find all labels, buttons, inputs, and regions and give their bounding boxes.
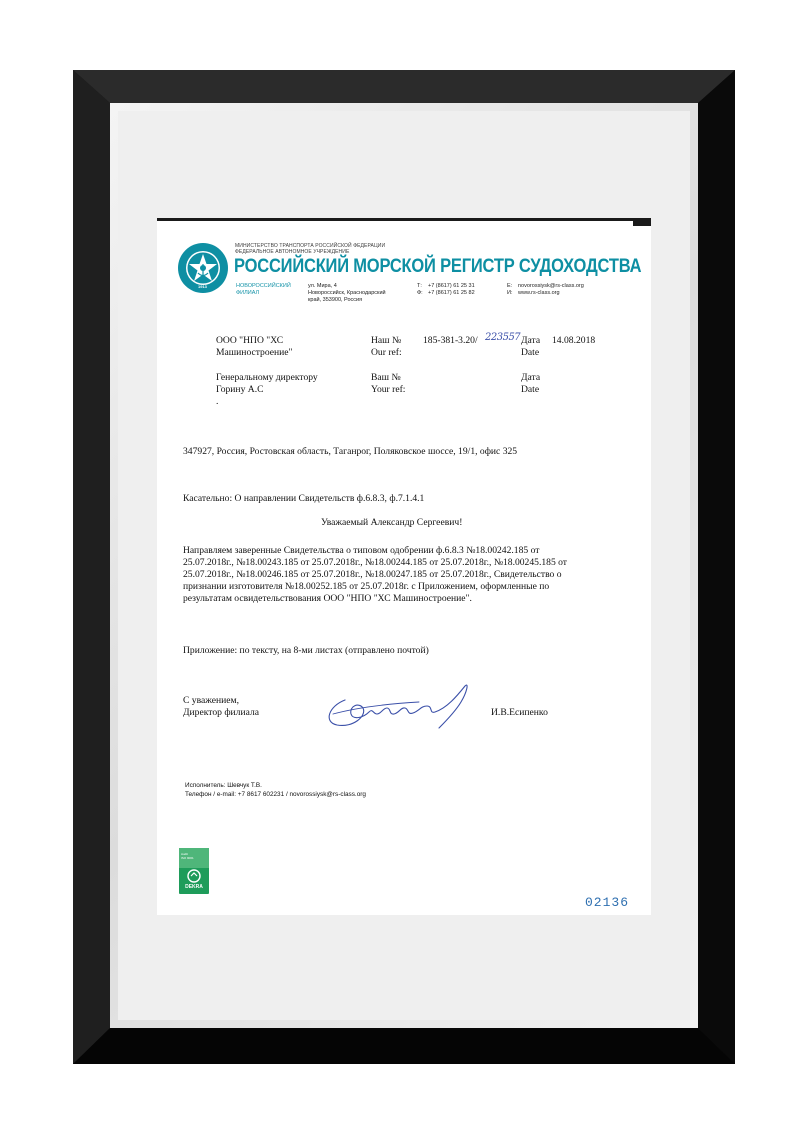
subject-line: Касательно: О направлении Свидетельств ф.6.8.3, ф.7.1.4.1 — [183, 493, 425, 504]
web-label: И: — [507, 290, 513, 296]
recipient-org-line2: Машиностроение" — [216, 347, 293, 358]
body-line-5: результатам освидетельствования ООО "НПО "ХС Машиностроение". — [183, 593, 472, 604]
body-line-1: Направляем заверенные Свидетельства о типовом одобрении ф.6.8.3 №18.00242.185 от — [183, 545, 540, 556]
date2-ru: Дата — [521, 372, 541, 383]
body-line-4: признании изготовителя №18.00252.185 от 25.07.2018г. с Приложением, оформленные по — [183, 581, 550, 592]
date-value: 14.08.2018 — [552, 335, 596, 346]
address-line1: ул. Мира, 4 — [308, 283, 337, 289]
dekra-logo-icon — [187, 869, 201, 883]
web-value: www.rs-class.org — [518, 290, 560, 296]
branch-line2: ФИЛИАЛ — [236, 290, 260, 296]
signature-icon — [315, 678, 490, 740]
date2-en: Date — [521, 384, 540, 395]
recipient-dot: . — [216, 396, 219, 407]
our-ref-value: 185-381-3.20/ — [423, 335, 478, 346]
dekra-certification-badge — [179, 848, 209, 894]
executor-line: Исполнитель: Шевчук Т.В. — [185, 782, 262, 789]
scan-edge-line — [157, 218, 651, 221]
attachment-line: Приложение: по тексту, на 8-ми листах (отправлено почтой) — [183, 645, 429, 656]
stamp-number: 02136 — [585, 895, 630, 910]
our-ref-ru: Наш № — [371, 335, 402, 346]
recipient-position: Генеральному директору — [216, 372, 318, 383]
your-ref-en: Your ref: — [371, 384, 406, 395]
recipient-org-line1: ООО "НПО "ХС — [216, 335, 284, 346]
dekra-badge-small-text — [181, 852, 194, 860]
fax-label: Ф: — [417, 290, 423, 296]
institution-line: ФЕДЕРАЛЬНОЕ АВТОНОМНОЕ УЧРЕЖДЕНИЕ — [235, 249, 350, 255]
date-en: Date — [521, 347, 540, 358]
contact-line: Телефон / e-mail: +7 8617 602231 / novorossiysk@rs-class.org — [185, 791, 366, 798]
ministry-line: МИНИСТЕРСТВО ТРАНСПОРТА РОССИЙСКОЙ ФЕДЕРАЦИИ — [235, 243, 386, 249]
email-label: E: — [507, 283, 513, 289]
date-ru: Дата — [521, 335, 541, 346]
address-line2: Новороссийск, Краснодарский — [308, 290, 386, 296]
closing-line2: Директор филиала — [183, 707, 259, 718]
your-ref-ru: Ваш № — [371, 372, 401, 383]
logo-year: 1913 — [198, 284, 207, 289]
our-ref-en: Our ref: — [371, 347, 402, 358]
letter-document — [157, 218, 651, 915]
tel-label: Т: — [417, 283, 422, 289]
recipient-address: 347927, Россия, Ростовская область, Таганрог, Поляковское шоссе, 19/1, офис 325 — [183, 446, 518, 457]
scan-edge-mark — [633, 218, 651, 226]
email-value: novorossiysk@rs-class.org — [518, 283, 584, 289]
our-ref-handwritten: 223557 — [485, 332, 521, 343]
dekra-label: DEKRA — [185, 884, 203, 890]
address-line3: край, 353900, Россия — [308, 297, 363, 303]
org-title: РОССИЙСКИЙ МОРСКОЙ РЕГИСТР СУДОХОДСТВА — [234, 256, 642, 277]
closing-line1: С уважением, — [183, 695, 240, 706]
dekra-small-2: ISO 9001 — [181, 856, 194, 860]
signatory-name: И.В.Есипенко — [491, 707, 548, 718]
body-line-3: 25.07.2018г., №18.00246.185 от 25.07.2018г., №18.00247.185 от 25.07.2018г., Свидетельство о — [183, 569, 562, 580]
greeting: Уважаемый Александр Сергеевич! — [321, 517, 463, 528]
body-line-2: 25.07.2018г., №18.00243.185 от 25.07.2018г., №18.00244.185 от 25.07.2018г., №18.00245.185 от — [183, 557, 567, 568]
tel-value: +7 (8617) 61 25 31 — [428, 283, 475, 289]
fax-value: +7 (8617) 61 25 82 — [428, 290, 475, 296]
dekra-small-1: Audit — [181, 852, 188, 856]
branch-line1: НОВОРОССИЙСКИЙ — [236, 283, 291, 289]
recipient-name: Горину А.С — [216, 384, 264, 395]
